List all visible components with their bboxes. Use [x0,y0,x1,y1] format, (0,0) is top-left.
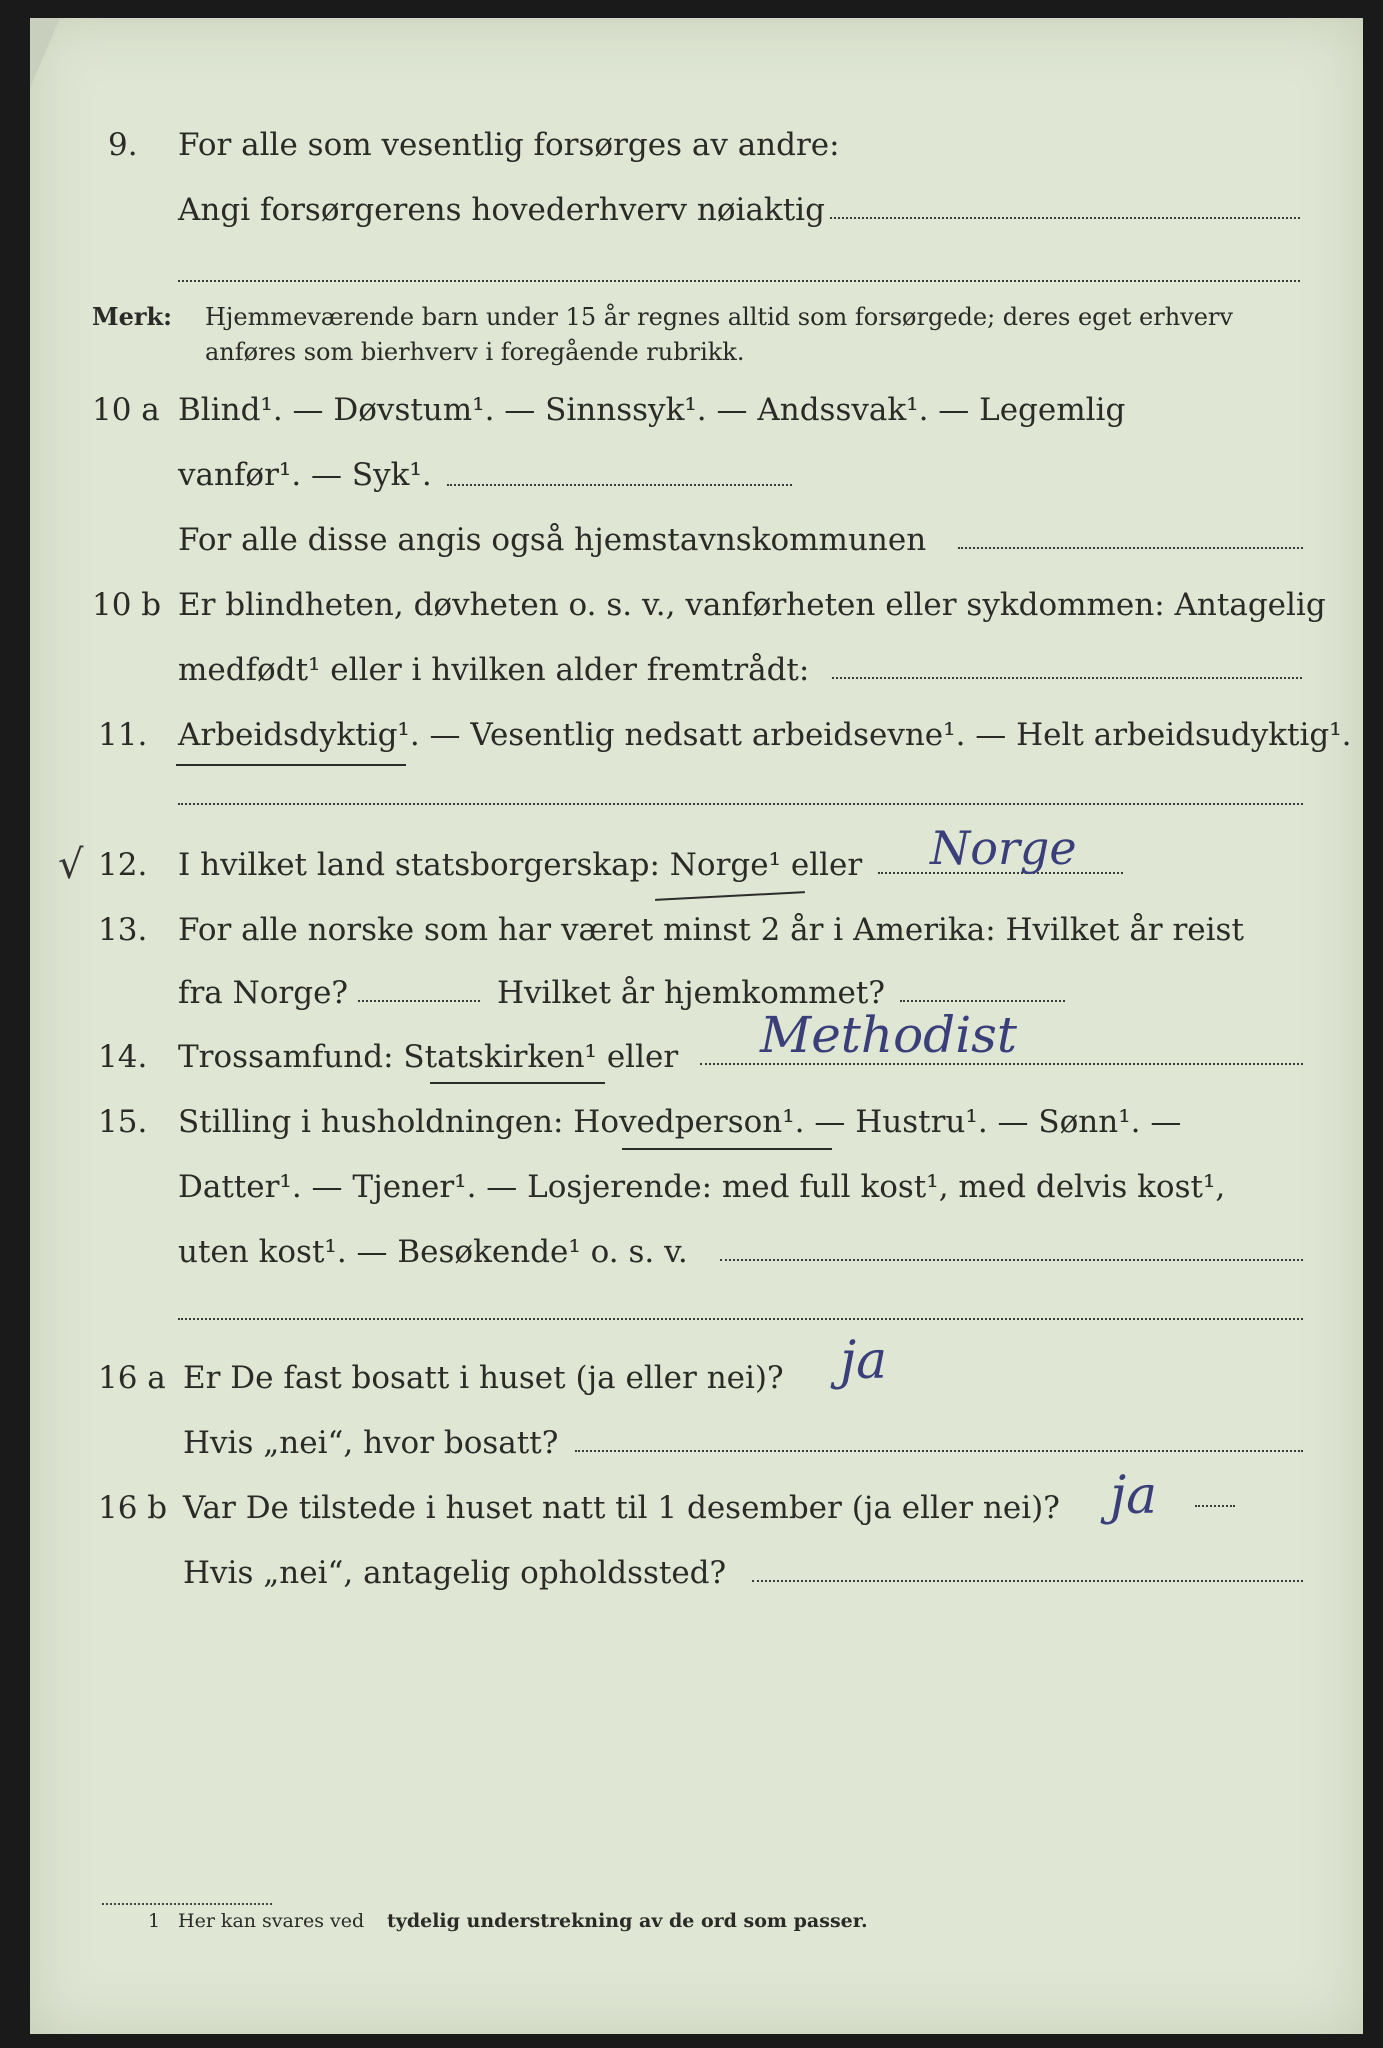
q9-line2: Angi forsørgerens hovederhverv nøiaktig [178,192,825,228]
q10b-answer-line[interactable] [832,677,1302,679]
q16a-line2: Hvis „nei“, hvor bosatt? [183,1425,559,1461]
q12-number: 12. [98,847,148,883]
q11-line1: Arbeidsdyktig¹. — Vesentlig nedsatt arbeidsevne¹. — Helt arbeidsudyktig¹. [178,717,1352,753]
q14-number: 14. [98,1039,148,1075]
q9-number: 9. [108,127,138,163]
q16b-number: 16 b [98,1490,168,1526]
q10a-home-municipality-line[interactable] [958,547,1303,549]
q10a-line2: vanfør¹. — Syk¹. [178,457,432,493]
q10a-answer-line[interactable] [447,484,792,486]
q9-answer-line[interactable] [830,217,1300,219]
q13-departure-year-line[interactable] [358,1000,480,1002]
q10a-number: 10 a [92,392,160,428]
q16b-answer-line[interactable] [1195,1505,1235,1507]
q15-line2: Datter¹. — Tjener¹. — Losjerende: med full kost¹, med delvis kost¹, [178,1169,1226,1205]
q16b-line2: Hvis „nei“, antagelig opholdssted? [183,1555,727,1591]
q13-line2b: Hvilket år hjemkommet? [497,975,885,1011]
footnote-mark: 1 [148,1910,161,1932]
q16b-location-line[interactable] [752,1580,1303,1582]
q16b-handwritten-answer: ja [1110,1466,1158,1526]
q10b-line1: Er blindheten, døvheten o. s. v., vanførheten eller sykdommen: Antagelig [178,587,1326,623]
q14-line1: Trossamfund: Statskirken¹ eller [178,1039,679,1075]
q15-line3: uten kost¹. — Besøkende¹ o. s. v. [178,1234,688,1270]
q14-handwritten-answer: Methodist [760,1006,1017,1064]
q12-handwritten-answer: Norge [930,821,1077,875]
q10b-line2: medfødt¹ eller i hvilken alder fremtrådt: [178,652,810,688]
q13-line2a: fra Norge? [178,975,349,1011]
q16a-number: 16 a [98,1360,166,1396]
q16a-answer-line[interactable] [575,1450,1303,1452]
q16b-line1: Var De tilstede i huset natt til 1 desember (ja eller nei)? [183,1490,1060,1526]
q13-return-year-line[interactable] [900,1000,1065,1002]
q11-underline-arbeidsdyktig [176,764,406,766]
q10a-line3: For alle disse angis også hjemstavnskommunen [178,522,927,558]
q12-check-mark: √ [58,842,84,888]
q13-number: 13. [98,912,148,948]
q14-underline-statskirken [430,1082,605,1084]
q10b-number: 10 b [92,587,162,623]
footnote-text-a: Her kan svares ved [178,1910,365,1932]
q15-underline-hovedperson [622,1148,832,1150]
q16a-handwritten-answer: ja [840,1331,888,1391]
q15-answer-line[interactable] [720,1259,1303,1261]
q12-line1: I hvilket land statsborgerskap: Norge¹ eller [178,847,863,883]
q15-answer-line-2[interactable] [178,1318,1303,1320]
footnote-divider [102,1903,272,1905]
q16a-line1: Er De fast bosatt i huset (ja eller nei)? [183,1360,784,1396]
q11-answer-line[interactable] [178,803,1303,805]
q9-answer-line-2[interactable] [178,280,1300,282]
q9-line1: For alle som vesentlig forsørges av andre: [178,127,840,163]
merk-label: Merk: [92,302,172,331]
merk-line1: Hjemmeværende barn under 15 år regnes alltid som forsørgede; deres eget erhverv [205,303,1233,331]
merk-line2: anføres som bierhverv i foregående rubrikk. [205,338,745,366]
q11-number: 11. [98,717,148,753]
q13-line1: For alle norske som har været minst 2 år i Amerika: Hvilket år reist [178,912,1244,948]
q10a-line1: Blind¹. — Døvstum¹. — Sinnssyk¹. — Andssvak¹. — Legemlig [178,392,1126,428]
q15-number: 15. [98,1104,148,1140]
footnote-text-b: tydelig understrekning av de ord som passer. [387,1910,868,1932]
folded-corner [30,18,60,88]
q15-line1: Stilling i husholdningen: Hovedperson¹. — Hustru¹. — Sønn¹. — [178,1104,1182,1140]
